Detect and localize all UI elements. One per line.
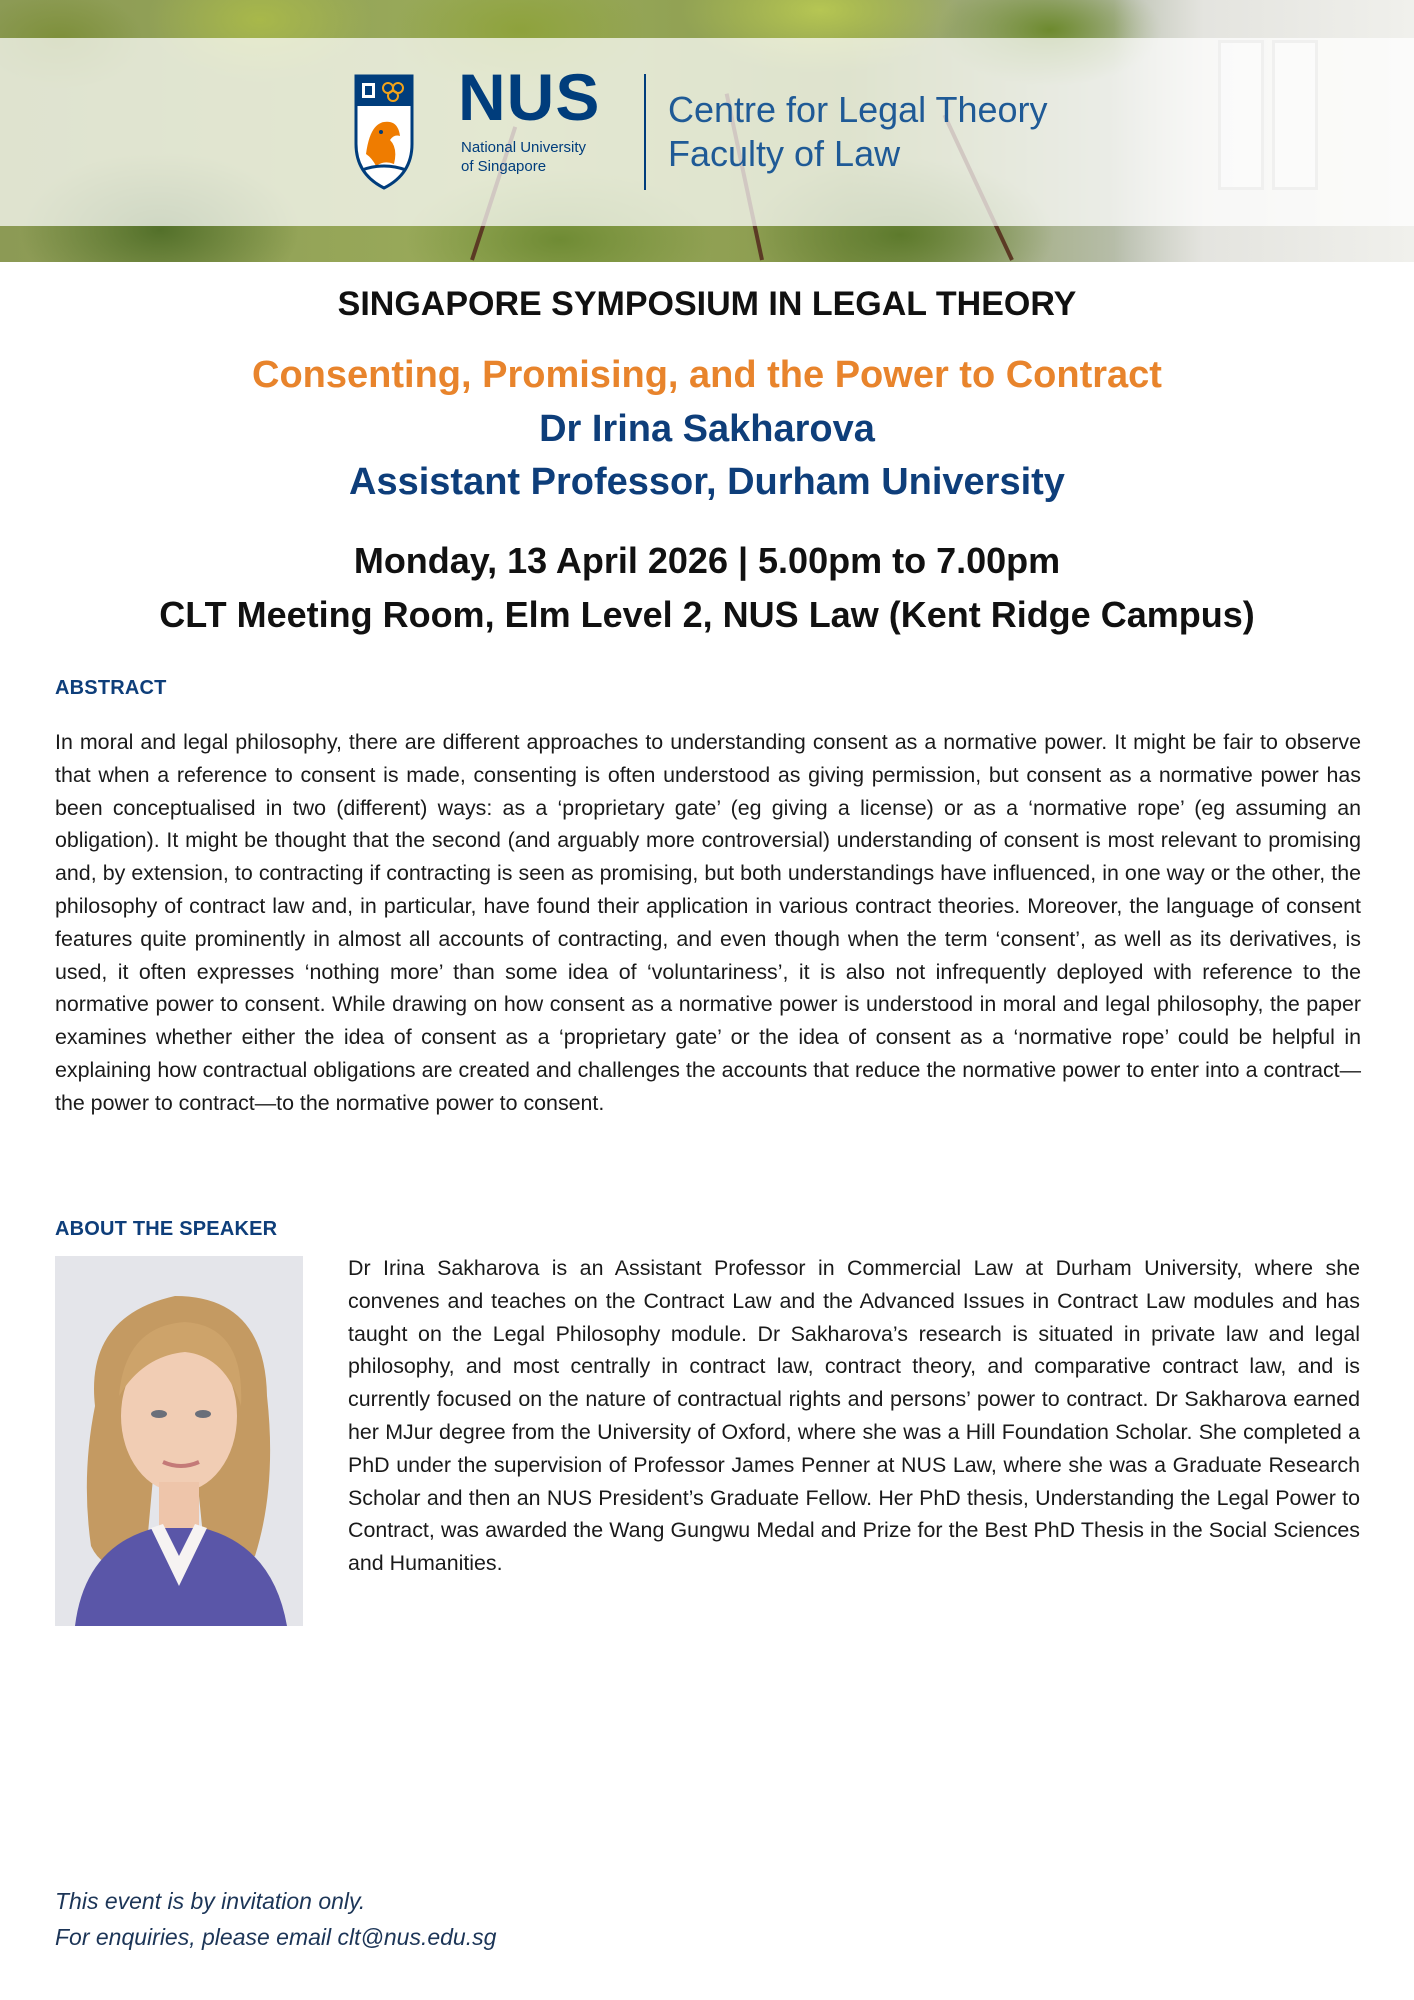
nus-subtitle bbox=[461, 138, 586, 176]
nus-subtitle-line2: of Singapore bbox=[461, 158, 547, 175]
speaker-name: Dr Irina Sakharova bbox=[539, 408, 875, 450]
footer-note bbox=[55, 1883, 496, 1955]
centre-name bbox=[668, 88, 1048, 176]
logo-divider bbox=[644, 74, 646, 190]
speaker-photo bbox=[55, 1256, 303, 1626]
abstract-text: In moral and legal philosophy, there are different approaches to understanding consent as a normative power. It might be fair to observe that when a reference to consent is made, consenting is often understood as giving permission, but consent as a normative power has been conceptualised in two (different) ways: as a ‘proprietary gate’ (eg giving a license) or as a ‘normative rope’ (eg assuming an obligation). It might be thought that the second (and arguably more controversial) understanding of consent is most relevant to promising and, by extension, to contracting if contracting is seen as promising, but both understandings have influenced, in one way or the other, the philosophy of contract law and, in particular, have found their application in various contract theories. Moreover, the language of consent features quite prominently in almost all accounts of contracting, and even though when the term ‘consent’, as well as its derivatives, is used, it often expresses ‘nothing more’ than some idea of ‘voluntariness’, it is also not infrequently deployed with reference to the normative power to consent. While drawing on how consent as a normative power is understood in moral and legal philosophy, the paper examines whether either the idea of consent as a ‘proprietary gate’ or the idea of consent as a ‘normative rope’ could be helpful in explaining how contractual obligations are created and challenges the accounts that reduce the normative power to enter into a contract—the power to contract—to the normative power to consent. bbox=[55, 730, 1361, 1115]
nus-crest-icon bbox=[354, 74, 414, 190]
abstract-heading: ABSTRACT bbox=[55, 677, 167, 699]
enquiries-note: For enquiries, please email clt@nus.edu.sg bbox=[55, 1924, 497, 1950]
nus-subtitle-line1: National University bbox=[461, 139, 587, 156]
speaker-portrait-image bbox=[55, 1256, 303, 1626]
invitation-note: This event is by invitation only. bbox=[55, 1888, 366, 1914]
header-banner bbox=[0, 0, 1414, 262]
speaker-bio: Dr Irina Sakharova is an Assistant Professor in Commercial Law at Durham University, where she convenes and teaches on the Contract Law and the Advanced Issues in Contract Law modules and has taught on the Legal Philosophy module. Dr Sakharova’s research is situated in private law and legal philosophy, and most centrally in contract law, contract theory, and comparative contract law, and is currently focused on the nature of contractual rights and persons’ power to contract. Dr Sakharova earned her MJur degree from the University of Oxford, where she was a Hill Foundation Scholar. She completed a PhD under the supervision of Professor James Penner at NUS Law, where she was a Graduate Research Scholar and then an NUS President’s Graduate Fellow. Her PhD thesis, Understanding the Legal Power to Contract, was awarded the Wang Gungwu Medal and Prize for the Best PhD Thesis in the Social Sciences and Humanities. bbox=[348, 1256, 1360, 1576]
nus-logo bbox=[354, 60, 1074, 200]
talk-title: Consenting, Promising, and the Power to Contract bbox=[252, 354, 1162, 396]
event-venue: CLT Meeting Room, Elm Level 2, NUS Law (Kent Ridge Campus) bbox=[159, 594, 1255, 635]
about-speaker-heading: ABOUT THE SPEAKER bbox=[55, 1218, 278, 1240]
centre-name-line1: Centre for Legal Theory bbox=[668, 89, 1048, 130]
centre-name-line2: Faculty of Law bbox=[668, 133, 901, 174]
event-date-time: Monday, 13 April 2026 | 5.00pm to 7.00pm bbox=[353, 540, 1061, 581]
nus-wordmark: NUS bbox=[458, 60, 601, 134]
speaker-role: Assistant Professor, Durham University bbox=[349, 461, 1065, 503]
series-title: SINGAPORE SYMPOSIUM IN LEGAL THEORY bbox=[337, 285, 1077, 323]
